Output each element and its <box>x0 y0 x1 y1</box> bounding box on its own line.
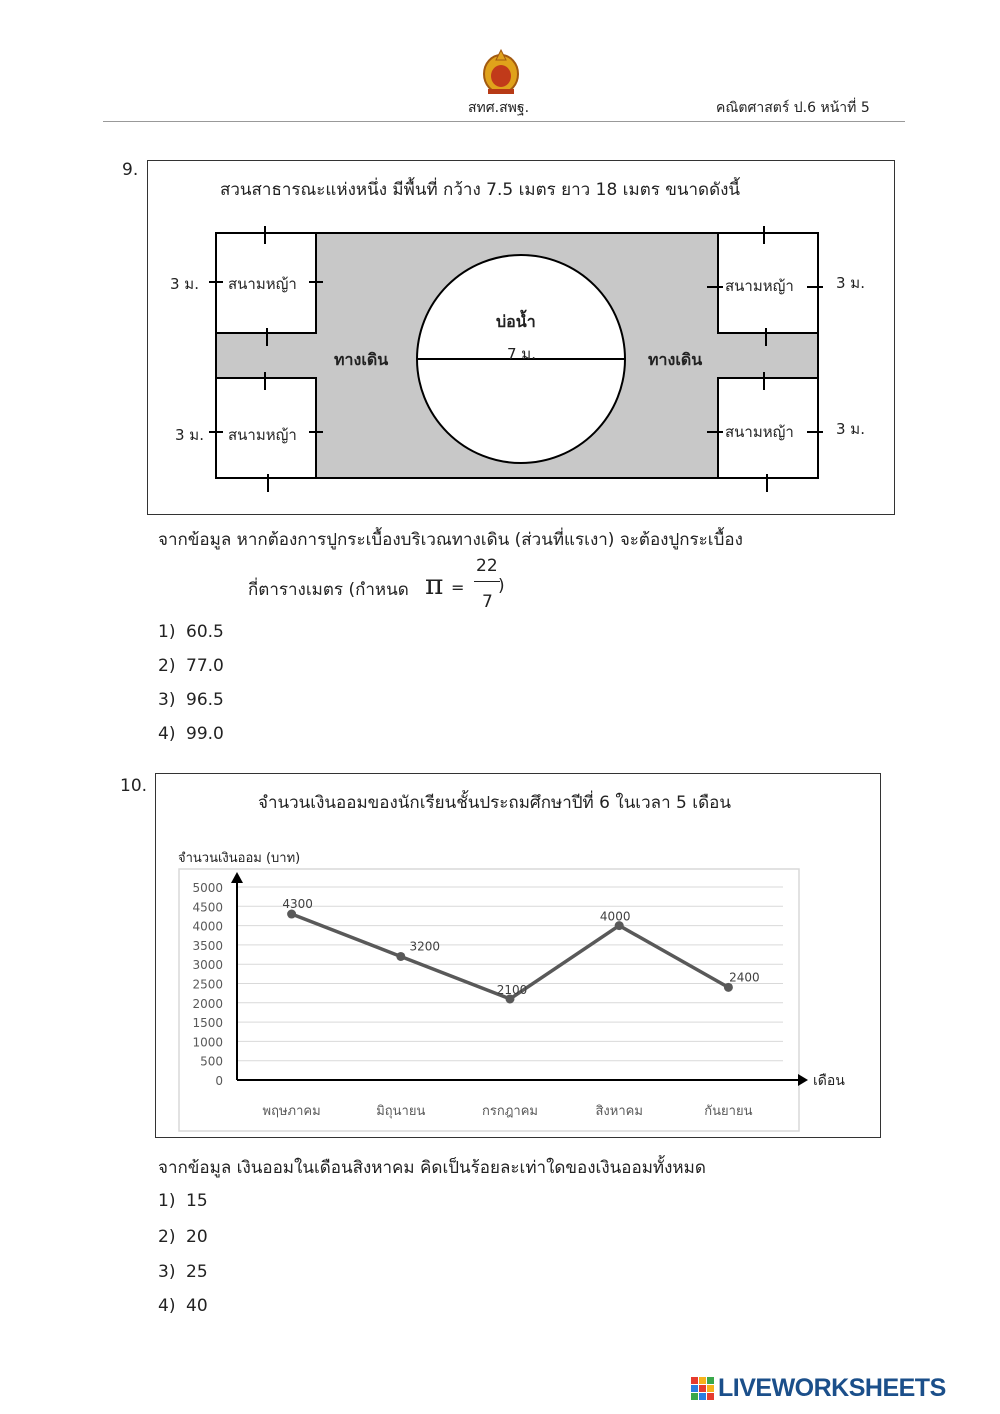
savings-line-chart <box>155 773 881 1138</box>
data-point <box>396 952 405 961</box>
fraction-bar <box>474 581 500 582</box>
q10-option-3[interactable]: 3) 25 <box>158 1262 208 1282</box>
lawn-label-top-left: สนามหญ้า <box>228 275 297 293</box>
q9-option-4[interactable]: 4) 99.0 <box>158 724 224 744</box>
question-9-prompt: สวนสาธารณะแห่งหนึ่ง มีพื้นที่ กว้าง 7.5 เมตร ยาว 18 เมตร ขนาดดังนี้ <box>220 180 741 200</box>
data-label: 2400 <box>729 970 760 985</box>
liveworksheets-brand[interactable]: LIVEWORKSHEETS <box>718 1374 946 1402</box>
data-label: 3200 <box>409 939 441 954</box>
y-tick-label: 1000 <box>192 1035 223 1050</box>
q9-option-2[interactable]: 2) 77.0 <box>158 656 224 676</box>
pond-label: บ่อน้ำ <box>496 312 536 331</box>
pond-diameter-label: 7 ม. <box>507 345 536 363</box>
park-diagram <box>147 160 895 515</box>
q9-option-1[interactable]: 1) 60.5 <box>158 622 224 642</box>
x-tick-label: มิถุนายน <box>376 1104 426 1119</box>
y-tick-label: 0 <box>215 1074 223 1088</box>
plot-area-border <box>179 869 799 1131</box>
question-10-text: จากข้อมูล เงินออมในเดือนสิงหาคม คิดเป็นร้อยละเท่าใดของเงินออมทั้งหมด <box>158 1158 706 1178</box>
y-tick-label: 2500 <box>192 977 223 992</box>
chart-x-axis-label: เดือน <box>813 1073 845 1089</box>
q10-option-1[interactable]: 1) 15 <box>158 1191 208 1211</box>
header-left-text: สทศ.สพฐ. <box>468 100 530 116</box>
y-tick-label: 5000 <box>192 881 223 895</box>
x-tick-label: พฤษภาคม <box>262 1104 321 1119</box>
walkway-label-right: ทางเดิน <box>648 350 703 369</box>
dimension-label: 3 ม. <box>836 274 865 292</box>
q10-option-4[interactable]: 4) 40 <box>158 1296 208 1316</box>
y-tick-label: 4500 <box>192 900 223 915</box>
header-right-text: คณิตศาสตร์ ป.6 หน้าที่ 5 <box>716 100 870 116</box>
y-tick-label: 4000 <box>192 919 223 934</box>
y-axis-arrow <box>231 872 243 883</box>
question-10-number: 10. <box>120 776 148 796</box>
x-tick-label: กันยายน <box>704 1104 753 1119</box>
y-tick-label: 3500 <box>192 938 223 953</box>
pi-symbol: π <box>425 568 444 601</box>
school-emblem-logo <box>478 46 524 96</box>
x-tick-label: กรกฎาคม <box>481 1104 539 1119</box>
question-9-text-line2: กี่ตารางเมตร (กำหนด <box>248 580 409 600</box>
lawn-label-bottom-right: สนามหญ้า <box>725 423 794 441</box>
question-9-number: 9. <box>122 160 139 180</box>
fraction-numerator: 22 <box>476 556 498 576</box>
dimension-label: 3 ม. <box>170 275 199 293</box>
data-label: 2100 <box>496 982 528 997</box>
data-label: 4000 <box>599 909 631 924</box>
dimension-label: 3 ม. <box>836 420 865 438</box>
header-divider <box>103 121 905 122</box>
close-paren: ) <box>498 576 505 596</box>
liveworksheets-logo-icon <box>691 1377 715 1401</box>
x-tick-label: สิงหาคม <box>595 1104 643 1119</box>
chart-y-axis-label: จำนวนเงินออม (บาท) <box>178 851 301 866</box>
lawn-label-top-right: สนามหญ้า <box>725 277 794 295</box>
y-tick-label: 3000 <box>192 958 223 973</box>
y-tick-label: 2000 <box>192 996 223 1011</box>
lawn-label-bottom-left: สนามหญ้า <box>228 426 297 444</box>
fraction-denominator: 7 <box>482 592 493 612</box>
walkway-label-left: ทางเดิน <box>334 350 389 369</box>
x-axis-arrow <box>798 1074 808 1086</box>
dimension-label: 3 ม. <box>175 426 204 444</box>
y-tick-label: 1500 <box>192 1016 223 1031</box>
q10-option-2[interactable]: 2) 20 <box>158 1227 208 1247</box>
equals-sign: = <box>451 578 465 597</box>
chart-title: จำนวนเงินออมของนักเรียนชั้นประถมศึกษาปีที่ 6 ในเวลา 5 เดือน <box>258 793 731 813</box>
question-9-text: จากข้อมูล หากต้องการปูกระเบื้องบริเวณทางเดิน (ส่วนที่แรเงา) จะต้องปูกระเบื้อง <box>158 530 743 550</box>
q9-option-3[interactable]: 3) 96.5 <box>158 690 224 710</box>
data-label: 4300 <box>282 897 313 912</box>
y-tick-label: 500 <box>200 1054 223 1069</box>
